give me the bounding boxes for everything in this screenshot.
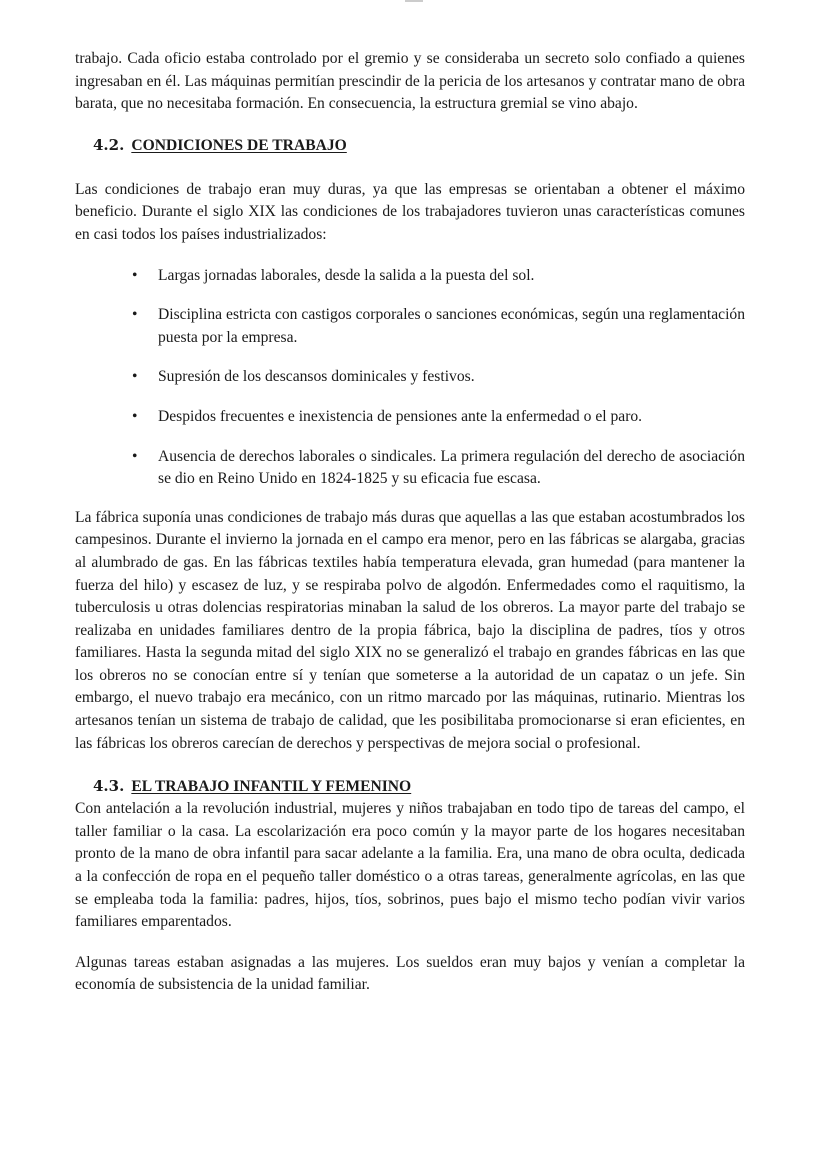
paragraph-conditions-intro: Las condiciones de trabajo eran muy duras, ya que las empresas se orientaban a obtener el máximo beneficio. Durante el siglo XIX las condiciones de los trabajadores tuvieron unas características comunes en casi todos los países industrializados:	[75, 180, 745, 243]
list-item	[75, 265, 745, 288]
page-top-mark	[405, 0, 423, 2]
list-item-text: Largas jornadas laborales, desde la salida a la puesta del sol.	[158, 266, 535, 284]
bullet-icon: •	[132, 447, 138, 465]
section-heading-4-3	[75, 775, 745, 798]
section-title: EL TRABAJO INFANTIL Y FEMENINO	[131, 778, 412, 796]
list-item	[75, 406, 745, 429]
list-item-text: Supresión de los descansos dominicales y festivos.	[158, 368, 475, 386]
bullet-icon: •	[132, 306, 138, 324]
bullet-icon: •	[132, 266, 138, 284]
list-item	[75, 366, 745, 389]
list-item	[75, 446, 745, 491]
paragraph-child-women: Con antelación a la revolución industrial, mujeres y niños trabajaban en todo tipo de tareas del campo, el taller familiar o la casa. La escolarización era poco común y la mayor parte de los hogares necesitaban pronto de la mano de obra infantil para sacar adelante a la familia. Era, una mano de obra oculta, dedicada a la confección de ropa en el pequeño taller doméstico o a otras tareas, generalmente agrícolas, en las que se empleaba toda la familia: padres, hijos, tíos, sobrinos, pues bajo el mismo techo podían vivir varios familiares emparentados.	[75, 800, 745, 931]
paragraph-factory: La fábrica suponía unas condiciones de trabajo más duras que aquellas a las que estaban acostumbrados los campesinos. Durante el invierno la jornada en el campo era menor, pero en las fábricas se alargaba, gracias al alumbrado de gas. En las fábricas textiles había temperatura elevada, gran humedad (para mantener la fuerza del hilo) y escasez de luz, y se respiraba polvo de algodón. Enfermedades como el raquitismo, la tuberculosis u otras dolencias respiratorias minaban la salud de los obreros. La mayor parte del trabajo se realizaba en unidades familiares dentro de la propia fábrica, bajo la disciplina de padres, tíos y otros familiares. Hasta la segunda mitad del siglo XIX no se generalizó el trabajo en grandes fábricas en las que los obreros no se conocían entre sí y tenían que someterse a la autoridad de un capataz o un jefe. Sin embargo, el nuevo trabajo era mecánico, con un ritmo marcado por las máquinas, rutinario. Mientras los artesanos tenían un sistema de trabajo de calidad, que les posibilitaba promocionarse si eran eficientes, en las fábricas los obreros carecían de derechos y perspectivas de mejora social o profesional.	[75, 508, 745, 752]
list-item	[75, 304, 745, 349]
list-item-text: Ausencia de derechos laborales o sindicales. La primera regulación del derecho de asociación se dio en Reino Unido en 1824-1825 y su eficacia fue escasa.	[158, 447, 745, 488]
list-item-text: Disciplina estricta con castigos corporales o sanciones económicas, según una reglamentación puesta por la empresa.	[158, 306, 745, 346]
paragraph-intro: trabajo. Cada oficio estaba controlado por el gremio y se consideraba un secreto solo confiado a quienes ingresaban en él. Las máquinas permitían prescindir de la pericia de los artesanos y contratar mano de obra barata, que no necesitaba formación. En consecuencia, la estructura gremial se vino abajo.	[75, 50, 745, 113]
conditions-list	[75, 265, 745, 491]
paragraph-women-tasks: Algunas tareas estaban asignadas a las mujeres. Los sueldos eran muy bajos y venían a completar la economía de subsistencia de la unidad familiar.	[75, 953, 745, 994]
document-page	[75, 48, 745, 997]
bullet-icon: •	[132, 368, 138, 386]
list-item-text: Despidos frecuentes e inexistencia de pensiones ante la enfermedad o el paro.	[158, 407, 643, 425]
bullet-icon: •	[132, 407, 138, 425]
section-heading-4-2	[75, 134, 745, 157]
section-number: 4.2.	[93, 135, 125, 154]
section-title: CONDICIONES DE TRABAJO	[131, 136, 347, 154]
section-number: 4.3.	[93, 777, 125, 796]
